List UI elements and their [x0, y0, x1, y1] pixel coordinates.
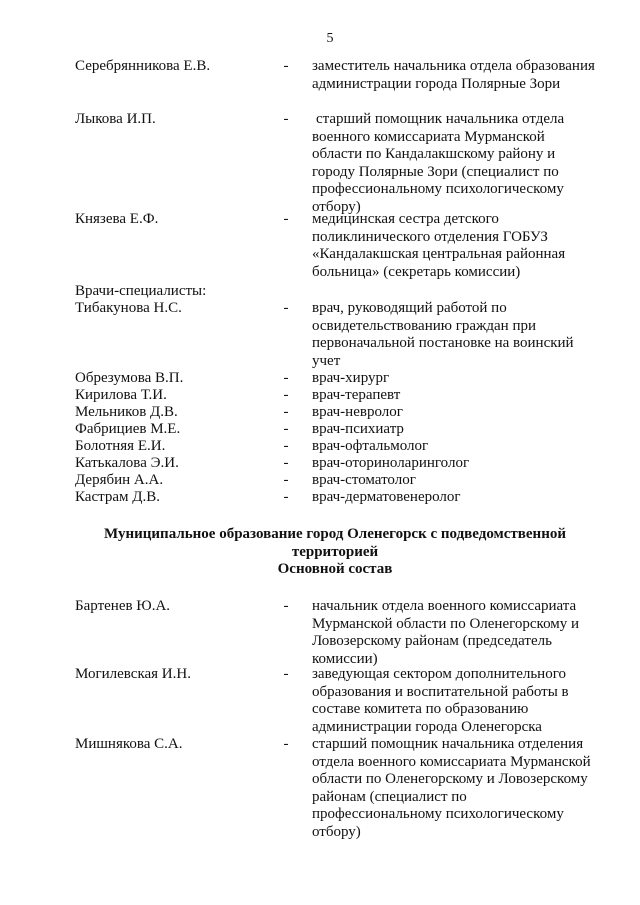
doctor-role: врач-офтальмолог — [312, 438, 429, 454]
dash-separator: - — [283, 387, 289, 403]
doctor-role: врач-психиатр — [312, 421, 404, 437]
dash-separator: - — [283, 421, 289, 437]
dash-separator: - — [283, 666, 289, 682]
doctor-name: Катькалова Э.И. — [75, 455, 179, 471]
doctor-name: Тибакунова Н.С. — [75, 300, 182, 316]
member-role: начальник отдела военного комиссариата Мурманской области по Оленегорскому и Ловозерскому районам (председатель комиссии) — [312, 598, 580, 667]
doctor-role: врач-терапевт — [312, 387, 401, 403]
dash-separator: - — [283, 736, 289, 752]
doctor-name: Болотняя Е.И. — [75, 438, 166, 454]
section-subheading: Основной состав — [277, 561, 393, 577]
doctor-role: врач, руководящий работой по освидетельствованию граждан при первоначальной постановке на воинский учет — [312, 300, 574, 369]
doctor-role: врач-невролог — [312, 404, 403, 420]
member-name: Князева Е.Ф. — [75, 211, 159, 227]
dash-separator: - — [283, 211, 289, 227]
doctor-name: Мельников Д.В. — [75, 404, 178, 420]
member-name: Бартенев Ю.А. — [75, 598, 171, 614]
dash-separator: - — [283, 455, 289, 471]
section-heading: Муниципальное образование город Оленегорск с подведомственной территорией — [104, 526, 566, 560]
doctor-name: Фабрициев М.Е. — [75, 421, 181, 437]
doctor-name: Обрезумова В.П. — [75, 370, 184, 386]
page-number: 5 — [326, 31, 334, 46]
member-name: Могилевская И.Н. — [75, 666, 191, 682]
dash-separator: - — [283, 438, 289, 454]
dash-separator: - — [283, 598, 289, 614]
dash-separator: - — [283, 300, 289, 316]
member-role: старший помощник начальника отделения отдела военного комиссариата Мурманской области по Оленегорскому и Ловозерскому районам (специалист по профессиональному психологическому отбору) — [312, 736, 591, 840]
dash-separator: - — [283, 58, 289, 74]
dash-separator: - — [283, 404, 289, 420]
member-name: Лыкова И.П. — [75, 111, 156, 127]
dash-separator: - — [283, 489, 289, 505]
doctor-role: врач-оториноларинголог — [312, 455, 470, 471]
member-name: Мишнякова С.А. — [75, 736, 183, 752]
member-role: заведующая сектором дополнительного образования и воспитательной работы в составе комитета по образованию администрации города Оленегорска — [312, 666, 569, 735]
member-role: медицинская сестра детского поликлинического отделения ГОБУЗ «Кандалакшская центральная районная больница» (секретарь комиссии) — [312, 211, 566, 280]
doctor-name: Дерябин А.А. — [75, 472, 164, 488]
doctors-label: Врачи-специалисты: — [75, 283, 207, 299]
member-name: Серебрянникова Е.В. — [75, 58, 211, 74]
dash-separator: - — [283, 111, 289, 127]
member-role: старший помощник начальника отдела военного комиссариата Мурманской области по Кандалакшскому району и городу Полярные Зори (специалист по профессиональному психологическому отбору) — [312, 111, 565, 215]
dash-separator: - — [283, 472, 289, 488]
dash-separator: - — [283, 370, 289, 386]
doctor-name: Кирилова Т.И. — [75, 387, 167, 403]
doctor-role: врач-стоматолог — [312, 472, 416, 488]
member-role: заместитель начальника отдела образования администрации города Полярные Зори — [312, 58, 595, 92]
doctor-name: Кастрам Д.В. — [75, 489, 160, 505]
doctor-role: врач-дерматовенеролог — [312, 489, 461, 505]
doctor-role: врач-хирург — [312, 370, 390, 386]
